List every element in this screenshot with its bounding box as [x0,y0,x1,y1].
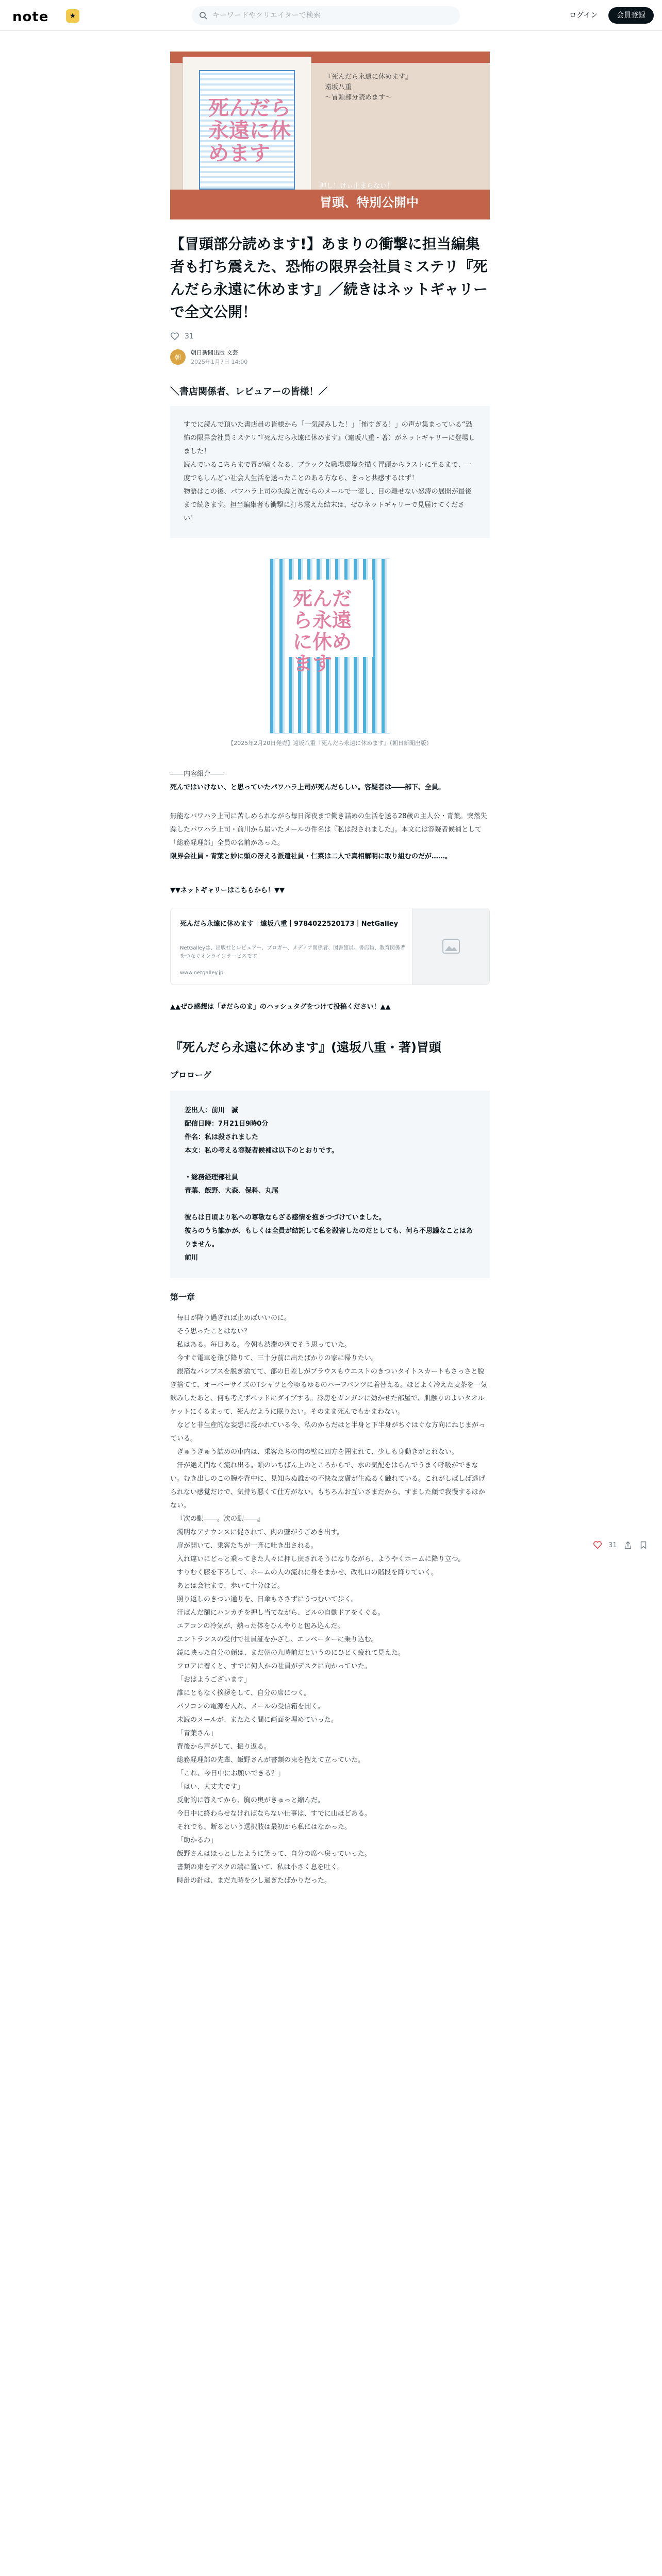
side-like-count: 31 [608,1541,617,1549]
hero-note-line-3: 〜冒頭部分読めます〜 [325,94,392,101]
article-actions [170,332,490,341]
synopsis-end: 限界会社員・青葉と妙に頭の冴える派遣社員・仁菜は二人で真相解明に取り組むのだが……。 [170,853,452,860]
body-paragraph: 汗が絶え間なく流れ出る。頭のいちばん上のところからで、水の気配をはらんでうまく呼吸ができない。むき出しのこの腕や背中に、見知らぬ誰かの不快な皮膚が生ぬるく触れている。これがしばしば逃げられない感覚だけで、気持ち悪くて仕方がない。もちろんお互いさまだから、すました顔で我慢するほかない。 [170,1462,486,1510]
excerpt-heading: 『死んだら永遠に休めます』(遠坂八重・著)冒頭 [170,1040,441,1055]
link-card-description: NetGalleyは、出版社とレビュアー、ブロガー、メディア関係者、図書館員、書店員、教育関係者をつなぐオンラインサービスです。 [180,945,406,959]
intro-paragraph: すでに読んで頂いた書店員の皆様から「一気読みした！」「怖すぎる！」の声が集まっている“恐怖の限界会社員ミステリ”『死んだら永遠に休めます』（遠坂八重・著）がネットギャリーに登場しました！ [184,421,475,455]
netgalley-link-card[interactable] [170,908,490,985]
body-paragraph: 照り返しのきつい通りを、日傘もささずにうつむいて歩く。 [177,1596,358,1603]
intro-paragraph: 物語はこの後、パワハラ上司の失踪と彼からのメールで一変し、目の離せない怒涛の展開が最後まで続きます。担当編集者も衝撃に打ち震えた結末は、ぜひネットギャリーで見届けてください！ [184,488,472,522]
body-paragraph: 私はある。毎日ある。今朝も渋滞の列でそう思っていた。 [177,1341,352,1349]
login-button[interactable]: ログイン [562,7,605,24]
body-paragraph: 誰にともなく挨拶をして、自分の席につく。 [177,1689,311,1697]
hero-banner [320,180,419,210]
book-caption: 【2025年2月20日発売】遠坂八重『死んだら永遠に休めます』（朝日新聞出版） [228,740,432,747]
search-input[interactable] [212,11,450,20]
chapter-heading: 第一章 [170,1292,195,1302]
synopsis-lead: 死んではいけない、と思っていたパワハラ上司が死んだらしい。容疑者は――部下、全員。 [170,784,445,791]
body-paragraph: 入れ違いにどっと乗ってきた人々に押し戻されそうになりながら、ようやくホームに降り立つ。 [177,1555,465,1563]
floating-action-bar [593,1540,648,1550]
memo-line: 差出人：前川 誠 [185,1107,239,1114]
body-paragraph: エントランスの受付で社員証をかざし、エレベーターに乗り込む。 [177,1636,378,1643]
body-paragraph: 汗ばんだ額にハンカチを押し当てながら、ビルの自動ドアをくぐる。 [177,1609,385,1617]
body-paragraph: 反射的に答えてから、胸の奥がきゅっと縮んだ。 [177,1797,325,1804]
body-paragraph: ぎゅうぎゅう詰めの車内は、乗客たちの肉の壁に四方を囲まれて、少しも身動きがとれない。 [177,1448,458,1456]
body-paragraph: 時計の針は、まだ九時を少し過ぎたばかりだった。 [177,1877,332,1885]
body-paragraph: 扉が開いて、乗客たちが一斉に吐き出される。 [177,1542,318,1550]
hero-banner-small: 押し！けぃ止まらない！ [320,182,394,190]
body-paragraph: 『次の駅――。次の駅――』 [177,1515,264,1523]
bookmark-icon[interactable] [639,1540,648,1550]
memo-line: 前川 [185,1254,198,1262]
book-cover-title: 死んだら永遠に休めます [293,587,352,675]
heart-icon[interactable] [170,332,179,341]
mascot-icon: ★ [66,9,79,23]
body-paragraph: すりむく膝を下ろして、ホームの人の流れに身をまかせ、改札口の階段を降りていく。 [177,1569,438,1577]
hero-note-line-1: 『死んだら永遠に休めます』 [325,73,412,81]
link-card-title[interactable]: 死んだら永遠に休めます｜遠坂八重｜9784022520173｜NetGalley [180,920,399,928]
email-memo-box [170,1091,490,1278]
intro-paragraph: 読んでいるこちらまで胃が痛くなる、ブラックな職場環境を描く冒頭からラストに至るまで、一度でもしんどい社会人生活を送ったことのある方なら、きっと共感するはず！ [184,461,472,482]
book-cover-image [270,558,390,734]
body-paragraph: 今すぐ電車を飛び降りて、三十分前に出たばかりの家に帰りたい。 [177,1354,378,1362]
netgalley-lead: ▼▼ネットギャリーはこちらから！▼▼ [170,887,285,894]
body-paragraph: 「おはようございます」 [177,1676,251,1684]
hero-note [325,72,479,180]
memo-line: ・総務経理部社員 [185,1174,239,1181]
body-paragraph: 背後から声がして、振り返る。 [177,1743,271,1751]
memo-line: 彼らは日頃より私への尊敬ならざる感情を抱きつづけていました。 [185,1214,386,1222]
author-info[interactable] [170,348,490,366]
share-icon[interactable] [623,1540,633,1550]
intro-box [170,406,490,538]
body-paragraph: 銀箔なパンプスを脱ぎ捨てて、部の日差しがブラウスもウエストのきついタイトスカートもさっさと脱ぎ捨てて、オーバーサイズのTシャツと今ゆるゆるのハーフパンツに着替える。ほどよく冷えた麦茶を一気飲みしたあと、何も考えずベッドにダイブする。冷房をガンガンに効かせた部屋で、肌触りのよいタオルケットにくるまって、死んだように眠りたい。そのまま死んでもかまわない。 [170,1368,488,1416]
body-paragraph: 「はい、大丈夫です」 [177,1783,244,1791]
body-paragraph: それでも、断るという選択肢は最初から私にはなかった。 [177,1823,352,1831]
body-paragraph: 書類の束をデスクの端に置いて、私は小さく息を吐く。 [177,1863,344,1871]
body-paragraph: 飯野さんはほっとしたように笑って、自分の席へ戻っていった。 [177,1850,371,1858]
body-paragraph: 濁明なアナウンスに促されて、肉の壁がうごめき出す。 [177,1529,344,1536]
section-heading: ＼書店関係者、レビュアーの皆様！／ [170,386,328,397]
body-paragraph: 今日中に終わらせなければならない仕事は、すでに山ほどある。 [177,1810,372,1818]
body-paragraph: 総務経理部の先輩、飯野さんが書類の束を抱えて立っていた。 [177,1756,365,1764]
note-logo[interactable]: note [12,9,49,25]
memo-line: 青葉、飯野、大森、保科、丸尾 [185,1187,279,1195]
link-card-thumbnail[interactable] [412,908,489,985]
image-placeholder-icon [442,939,460,954]
publish-date: 2025年1月7日 14:00 [191,359,248,365]
hero-image [170,52,490,219]
chapter-body [170,1312,490,1888]
body-paragraph: あとは会社まで、歩いて十分ほど。 [177,1582,284,1590]
hero-book-title: 死んだら永遠に休めます [208,96,291,165]
memo-line: 本文：私の考える容疑者候補は以下のとおりです。 [185,1147,338,1155]
body-paragraph: 「助かるわ」 [177,1837,218,1844]
memo-line: 配信日時：7月21日9時0分 [185,1120,269,1128]
like-count: 31 [185,332,194,341]
hero-note-line-2: 遠坂八重 [325,83,352,91]
top-navigation-bar [0,0,662,31]
search-icon [199,11,207,20]
body-paragraph: 鏡に映った自分の顔は、まだ朝の九時前だというのにひどく疲れて見えた。 [177,1649,405,1657]
memo-line: 件名：私は殺されました [185,1133,259,1141]
body-paragraph: パソコンの電源を入れ、メールの受信箱を開く。 [177,1703,325,1710]
hero-banner-main: 冒頭、特別公開中 [320,195,419,210]
synopsis-body: 無能なパワハラ上司に苦しめられながら毎日深夜まで働き詰めの生活を送る28歳の主人公・青葉。突然失踪したパワハラ上司・前川から届いたメールの件名は『私は殺されました』。本文には容疑者候補として「総務経理部」全員の名前があった。 [170,812,487,847]
body-paragraph: 「青葉さん」 [177,1730,218,1737]
heart-icon[interactable] [593,1540,602,1550]
body-paragraph: フロアに着くと、すでに何人かの社員がデスクに向かっていた。 [177,1663,371,1670]
article-column [170,52,490,1888]
body-paragraph: エアコンの冷気が、熱った体をひんやりと包み込んだ。 [177,1622,344,1630]
synopsis-heading: ――内容紹介―― [170,770,224,778]
author-name[interactable]: 朝日新聞出版 文芸 [191,349,238,356]
article-title: 【冒頭部分読めます!】あまりの衝撃に担当編集者も打ち震えた、恐怖の限界会社員ミステリ『死んだら永遠に休めます』／続きはネットギャリーで全文公開！ [170,235,488,320]
prologue-heading: プロローグ [170,1070,212,1080]
link-card-url[interactable]: www.netgalley.jp [180,970,224,976]
avatar[interactable]: 朝 [170,349,186,365]
search-box[interactable] [192,6,460,25]
body-paragraph: 未読のメールが、またたく間に画面を埋めていった。 [177,1716,338,1724]
body-paragraph: そう思ったことはない？ [177,1328,251,1335]
memo-line: 彼らのうち誰かが、もしくは全員が結託して私を殺害したのだとしても、何ら不思議なことはありません。 [185,1227,473,1248]
hero-book-cover [199,70,295,190]
signup-button[interactable]: 会員登録 [608,7,654,24]
body-paragraph: 毎日が降り過ぎれば止めばいいのに。 [177,1314,291,1322]
hashtag-line: ▲▲ぜひ感想は「#だらのま」のハッシュタグをつけて投稿ください！▲▲ [170,1003,391,1011]
body-paragraph: などと非生産的な妄想に浸かれている今、私のからだはと半身と下半身がちぐはぐな方向にねじまがっている。 [170,1421,486,1443]
body-paragraph: 「これ、今日中にお願いできる？」 [177,1770,285,1777]
